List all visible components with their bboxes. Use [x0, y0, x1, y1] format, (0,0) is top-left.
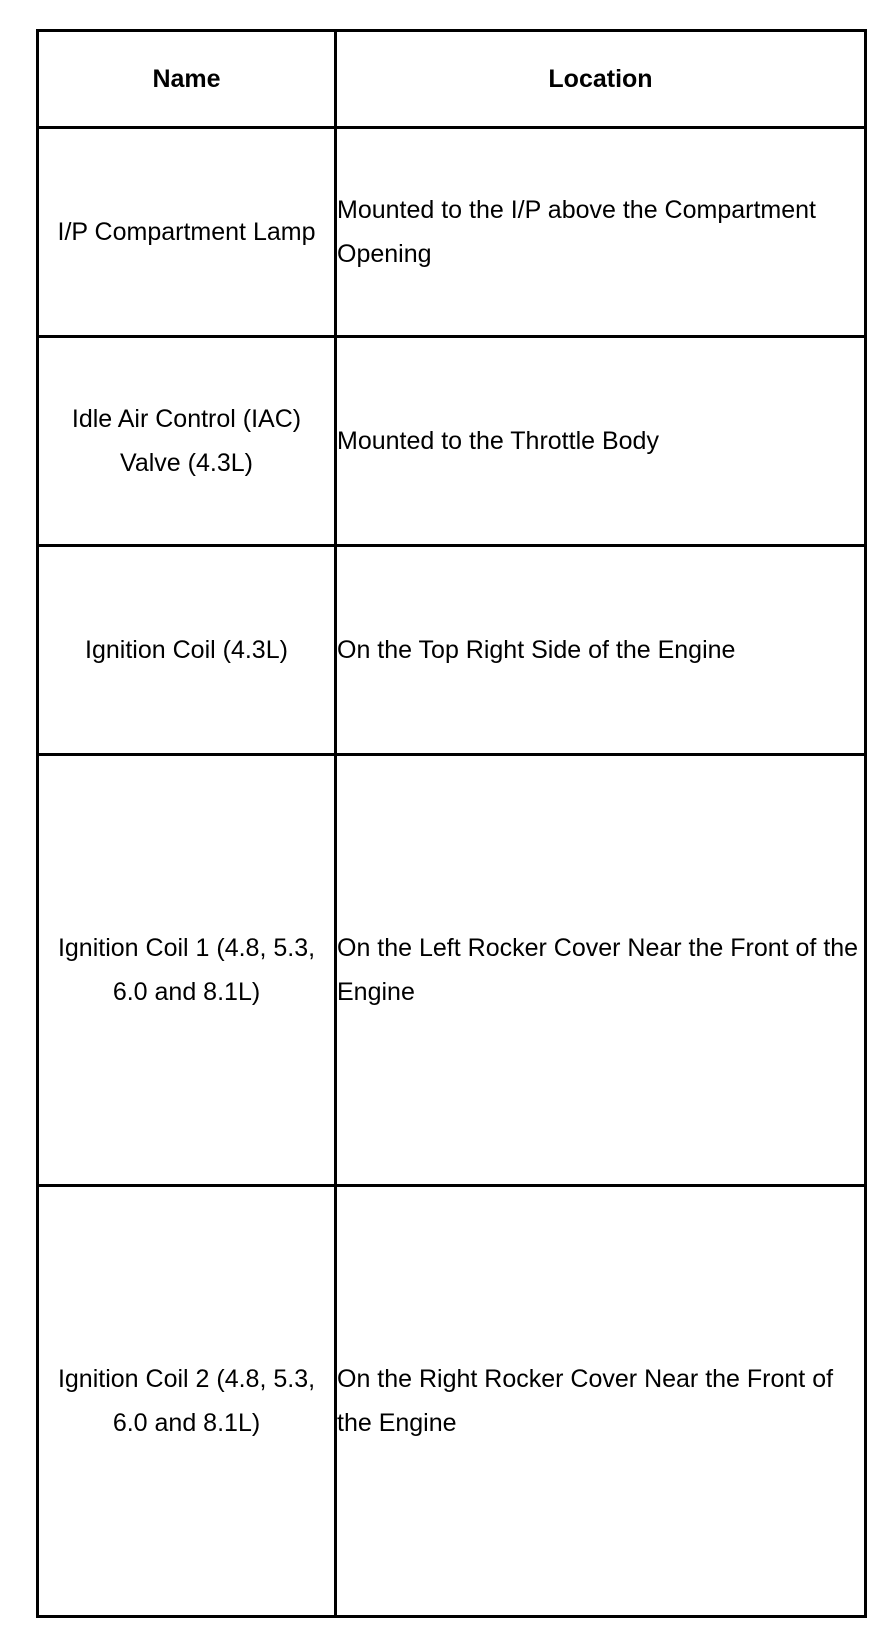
- table-row: [38, 755, 866, 1186]
- component-name: Ignition Coil 2 (4.8, 5.3, 6.0 and 8.1L): [38, 1186, 336, 1617]
- header-name: Name: [38, 31, 336, 128]
- header-location: Location: [336, 31, 866, 128]
- component-location: On the Top Right Side of the Engine: [336, 546, 866, 755]
- component-location: On the Left Rocker Cover Near the Front of the Engine: [336, 755, 866, 1186]
- component-location: On the Right Rocker Cover Near the Front of the Engine: [336, 1186, 866, 1617]
- component-location-table: [36, 29, 867, 1618]
- component-name: I/P Compartment Lamp: [38, 128, 336, 337]
- component-location: Mounted to the Throttle Body: [336, 337, 866, 546]
- component-name: Ignition Coil 1 (4.8, 5.3, 6.0 and 8.1L): [38, 755, 336, 1186]
- component-name: Ignition Coil (4.3L): [38, 546, 336, 755]
- component-location: Mounted to the I/P above the Compartment Opening: [336, 128, 866, 337]
- table-row: [38, 1186, 866, 1617]
- table-row: [38, 128, 866, 337]
- table-row: [38, 546, 866, 755]
- component-name: Idle Air Control (IAC) Valve (4.3L): [38, 337, 336, 546]
- table-header-row: [38, 31, 866, 128]
- table-row: [38, 337, 866, 546]
